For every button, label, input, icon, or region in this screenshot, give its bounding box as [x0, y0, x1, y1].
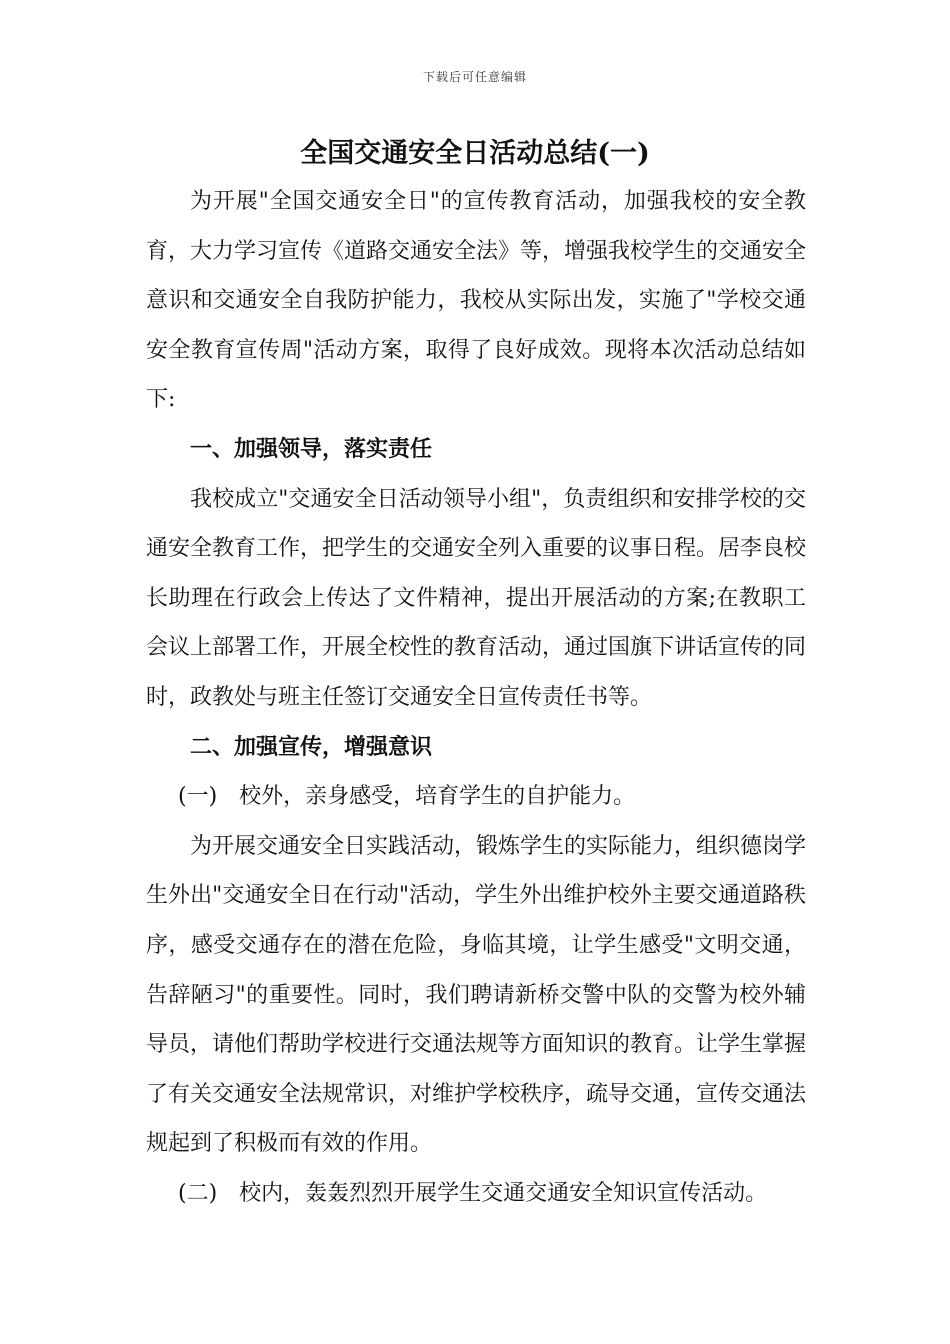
- subheading-on-campus: (二) 校内，轰轰烈烈开展学生交通交通安全知识宣传活动。: [178, 1180, 768, 1206]
- intro-paragraph: 为开展"全国交通安全日"的宣传教育活动，加强我校的安全教育，大力学习宣传《道路交通安全法》等，增强我校学生的交通安全意识和交通安全自我防护能力，我校从实际出发，实施了"学校交通安全教育宣传周"活动方案，取得了良好成效。现将本次活动总结如下:: [146, 189, 807, 413]
- header-note: 下载后可任意编辑: [422, 70, 527, 84]
- section-heading-publicity: 二、加强宣传，增强意识: [190, 733, 433, 760]
- leadership-paragraph: 我校成立"交通安全日活动领导小组"，负责组织和安排学校的交通安全教育工作，把学生的交通安全列入重要的议事日程。居李良校长助理在行政会上传达了文件精神，提出开展活动的方案;在教职工会议上部署工作，开展全校性的教育活动，通过国旗下讲话宣传的同时，政教处与班主任签订交通安全日宣传责任书等。: [146, 486, 807, 710]
- document-body: [146, 177, 806, 1218]
- subheading-off-campus: (一) 校外，亲身感受，培育学生的自护能力。: [178, 784, 636, 810]
- section-heading-leadership: 一、加强领导，落实责任: [190, 435, 433, 462]
- off-campus-paragraph: 为开展交通安全日实践活动，锻炼学生的实际能力，组织德岗学生外出"交通安全日在行动"活动，学生外出维护校外主要交通道路秩序，感受交通存在的潜在危险，身临其境，让学生感受"文明交通，告辞陋习"的重要性。同时，我们聘请新桥交警中队的交警为校外辅导员，请他们帮助学校进行交通法规等方面知识的教育。让学生掌握了有关交通安全法规常识，对维护学校秩序，疏导交通，宣传交通法规起到了积极而有效的作用。: [146, 833, 807, 1157]
- document-title: 全国交通安全日活动总结(一): [300, 138, 650, 169]
